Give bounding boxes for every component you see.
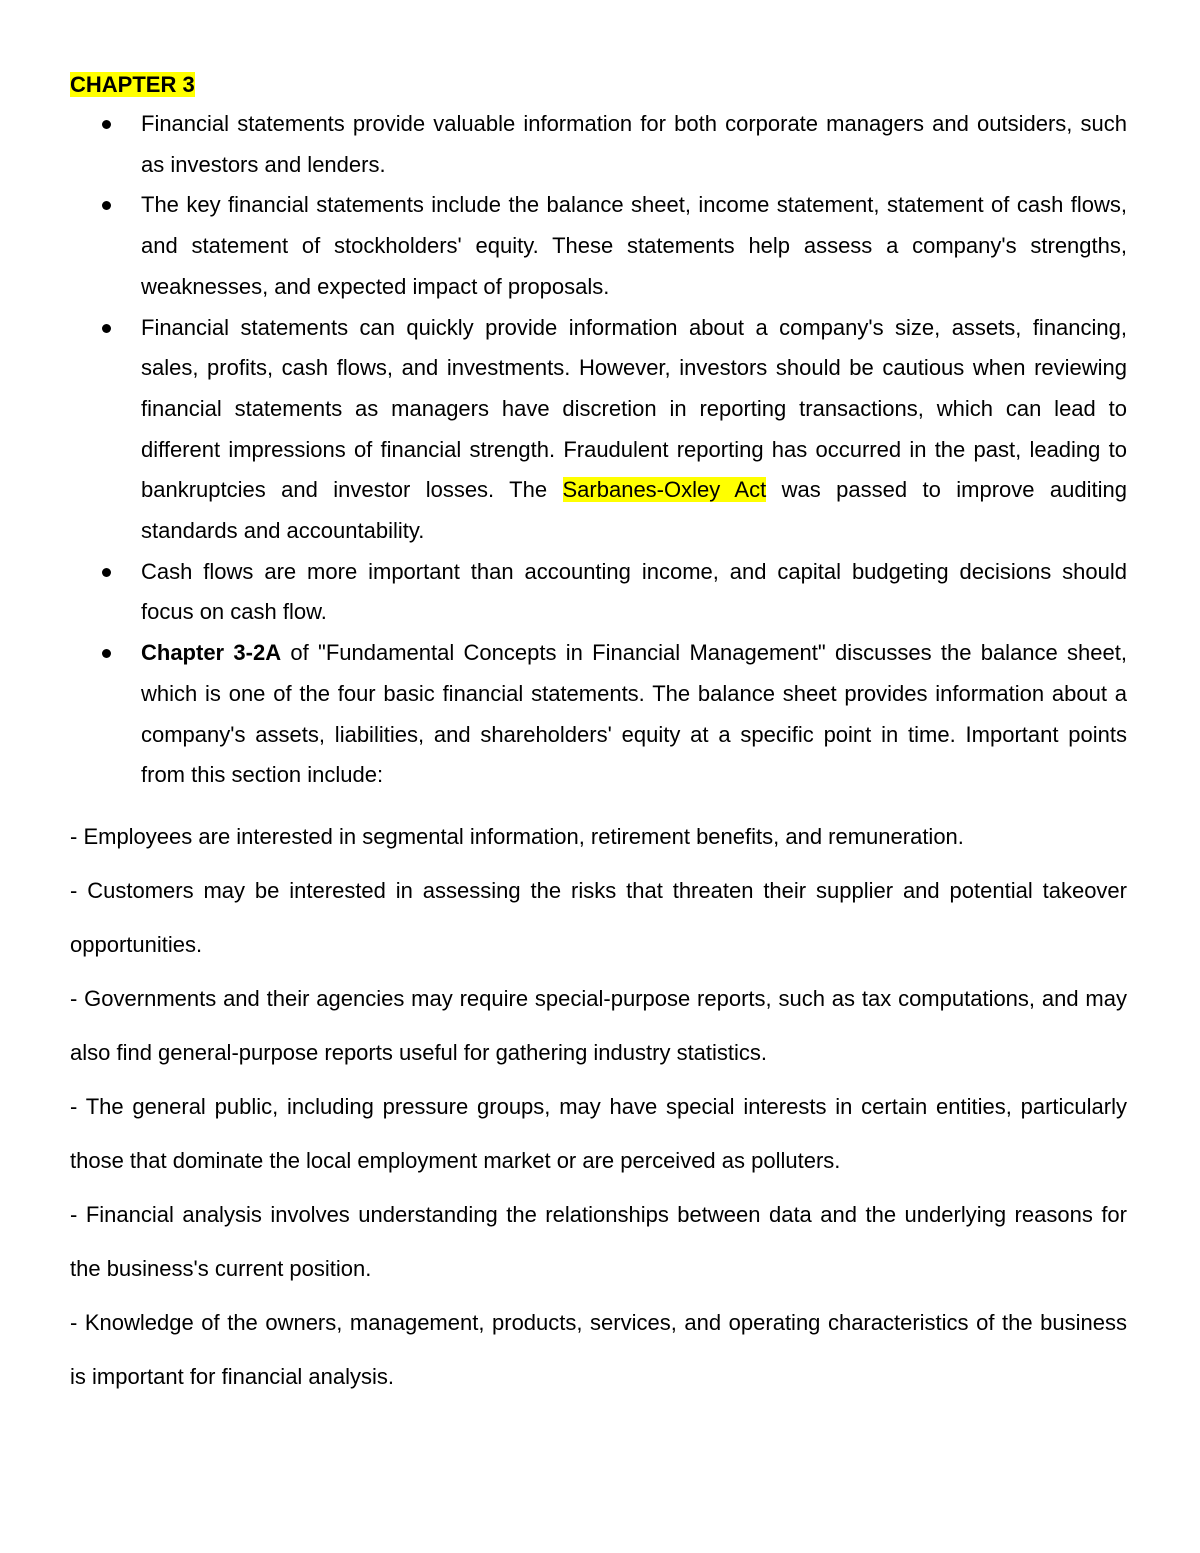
bullet-item — [70, 633, 1127, 796]
highlighted-term: Sarbanes-Oxley Act — [562, 477, 767, 503]
point-item: - Financial analysis involves understanding the relationships between data and the underlying reasons for the business's current position. — [70, 1201, 1127, 1281]
summary-bullet-list — [70, 104, 1127, 796]
bullet-text-after: was passed to improve auditing standards and accountability. — [141, 477, 1127, 544]
point-item: - Customers may be interested in assessing the risks that threaten their supplier and potential takeover opportunities. — [70, 877, 1127, 957]
point-item: - Knowledge of the owners, management, products, services, and operating characteristics of the business is important for financial analysis. — [70, 1309, 1127, 1389]
important-points-list — [70, 810, 1127, 1404]
point-item: - Governments and their agencies may require special-purpose reports, such as tax computations, and may also find general-purpose reports useful for gathering industry statistics. — [70, 985, 1127, 1065]
chapter-heading-text: CHAPTER 3 — [70, 72, 195, 97]
bullet-dot-icon — [102, 324, 111, 333]
bullet-item — [70, 185, 1127, 307]
bullet-text-before: Financial statements can quickly provide information about a company's size, assets, financing, sales, profits, cash flows, and investments. However, investors should be cautious when reviewing financial statements as managers have discretion in reporting transactions, which can lead to different impressions of financial strength. Fraudulent reporting has occurred in the past, leading to bankruptcies and investor losses. The — [141, 314, 1127, 503]
bullet-dot-icon — [102, 568, 111, 577]
bullet-item — [70, 104, 1127, 185]
bullet-text: Cash flows are more important than accounting income, and capital budgeting decisions should focus on cash flow. — [141, 558, 1127, 625]
bullet-item — [70, 308, 1127, 552]
bullet-dot-icon — [102, 120, 111, 129]
chapter-heading — [70, 70, 1127, 100]
bullet-text: The key financial statements include the balance sheet, income statement, statement of cash flows, and statement of stockholders' equity. These statements help assess a company's strengths, weaknesses, and expected impact of proposals. — [141, 192, 1127, 299]
bullet-text: Financial statements provide valuable information for both corporate managers and outsiders, such as investors and lenders. — [141, 111, 1127, 177]
bullet-dot-icon — [102, 201, 111, 210]
point-item: - The general public, including pressure groups, may have special interests in certain entities, particularly those that dominate the local employment market or are perceived as polluters. — [70, 1093, 1127, 1173]
point-item: - Employees are interested in segmental information, retirement benefits, and remuneration. — [70, 823, 964, 849]
bullet-dot-icon — [102, 649, 111, 658]
bullet-text-after: of "Fundamental Concepts in Financial Management" discusses the balance sheet, which is one of the four basic financial statements. The balance sheet provides information about a company's assets, liabilities, and shareholders' equity at a specific point in time. Important points from this section include: — [141, 640, 1127, 788]
bullet-item — [70, 552, 1127, 633]
bullet-bold-lead: Chapter 3-2A — [141, 640, 282, 666]
